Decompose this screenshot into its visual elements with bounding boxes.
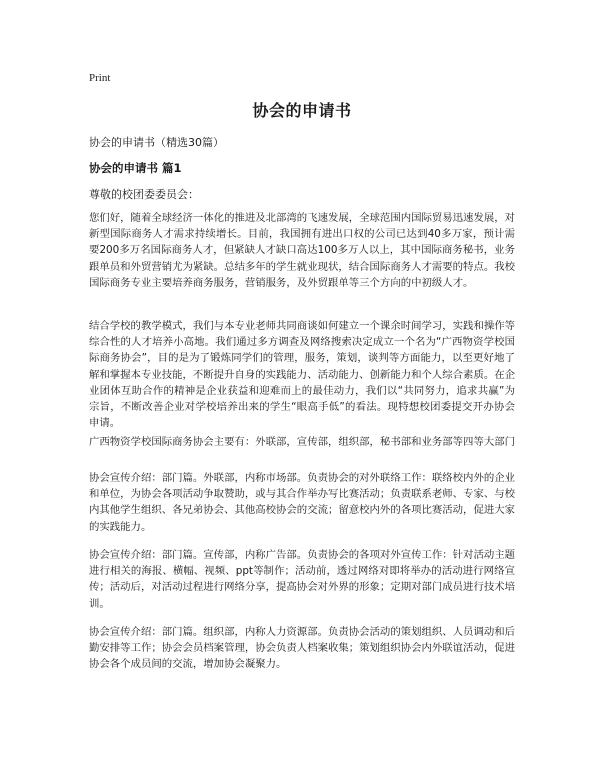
body-paragraph: 协会宣传介绍：部门篇。组织部，内称人力资源部。负责协会活动的策划组织、人员调动和后勤安排等工作；协会会员档案管理，协会负责人档案收集；策划组织协会内外联谊活动，促进协会各个成员间的交流，增加协会凝聚力。	[89, 626, 516, 671]
section-heading: 协会的申请书 篇1	[89, 161, 182, 175]
body-paragraph: 结合学校的教学模式，我们与本专业老师共同商谈如何建立一个课余时间学习，实践和操作等综合性的人才培养小高地。我们通过多方调查及网络搜索决定成立一个名为“广西物资学校国际商务协会”，目的是为了锻炼同学们的管理，服务，策划，谈判等方面能力，以至更好地了解和掌握本专业技能，不断提升自身的实践能力、活动能力、创新能力和个人综合素质。在企业团体互助合作的精神是企业获益和迎难而上的最佳动力，我们以“共同努力，追求共赢”为宗旨，不断改善企业对学校培养出来的学生“眼高手低”的看法。现特想校团委提交开办协会申请。	[89, 320, 516, 430]
body-paragraph: 协会宣传介绍：部门篇。外联部，内称市场部。负责协会的对外联络工作：联络校内外的企业和单位，为协会各项活动争取赞助，或与其合作举办写比赛活动；负责联系老师、专家、与校内其他学生组织、各兄弟协会、其他高校协会的交流；留意校内外的各项比赛活动，促进大家的实践能力。	[89, 472, 516, 533]
body-paragraph: 您们好，随着全球经济一体化的推进及北部湾的飞速发展，全球范围内国际贸易迅速发展，对新型国际商务人才需求持续增长。目前，我国拥有进出口权的公司已达到40多万家，预计需要200多万名国际商务人才，但紧缺人才缺口高达100多万人以上，其中国际商务秘书，业务跟单员和外贸营销尤为紧缺。总结多年的学生就业现状，结合国际商务人才需要的特点。我校国际商务专业主要培养商务服务，营销服务，及外贸跟单等三个方向的中初级人才。	[89, 212, 516, 289]
body-paragraph: 协会宣传介绍：部门篇。宣传部，内称广告部。负责协会的各项对外宣传工作：针对活动主题进行相关的海报、横幅、视频、ppt等制作；活动前，透过网络对即将举办的活动进行网络宣传；活动后，对活动过程进行网络分享，提高协会对外界的形象；定期对部门成员进行技术培训。	[89, 549, 516, 610]
print-link[interactable]: Print	[89, 72, 111, 84]
page-title: 协会的申请书	[252, 101, 352, 120]
body-paragraph: 广西物资学校国际商务协会主要有：外联部，宣传部，组织部，秘书部和业务部等四等大部门	[89, 436, 516, 448]
document-subtitle: 协会的申请书（精选30篇）	[89, 136, 224, 149]
letter-greeting: 尊敬的校团委委员会：	[89, 188, 199, 201]
